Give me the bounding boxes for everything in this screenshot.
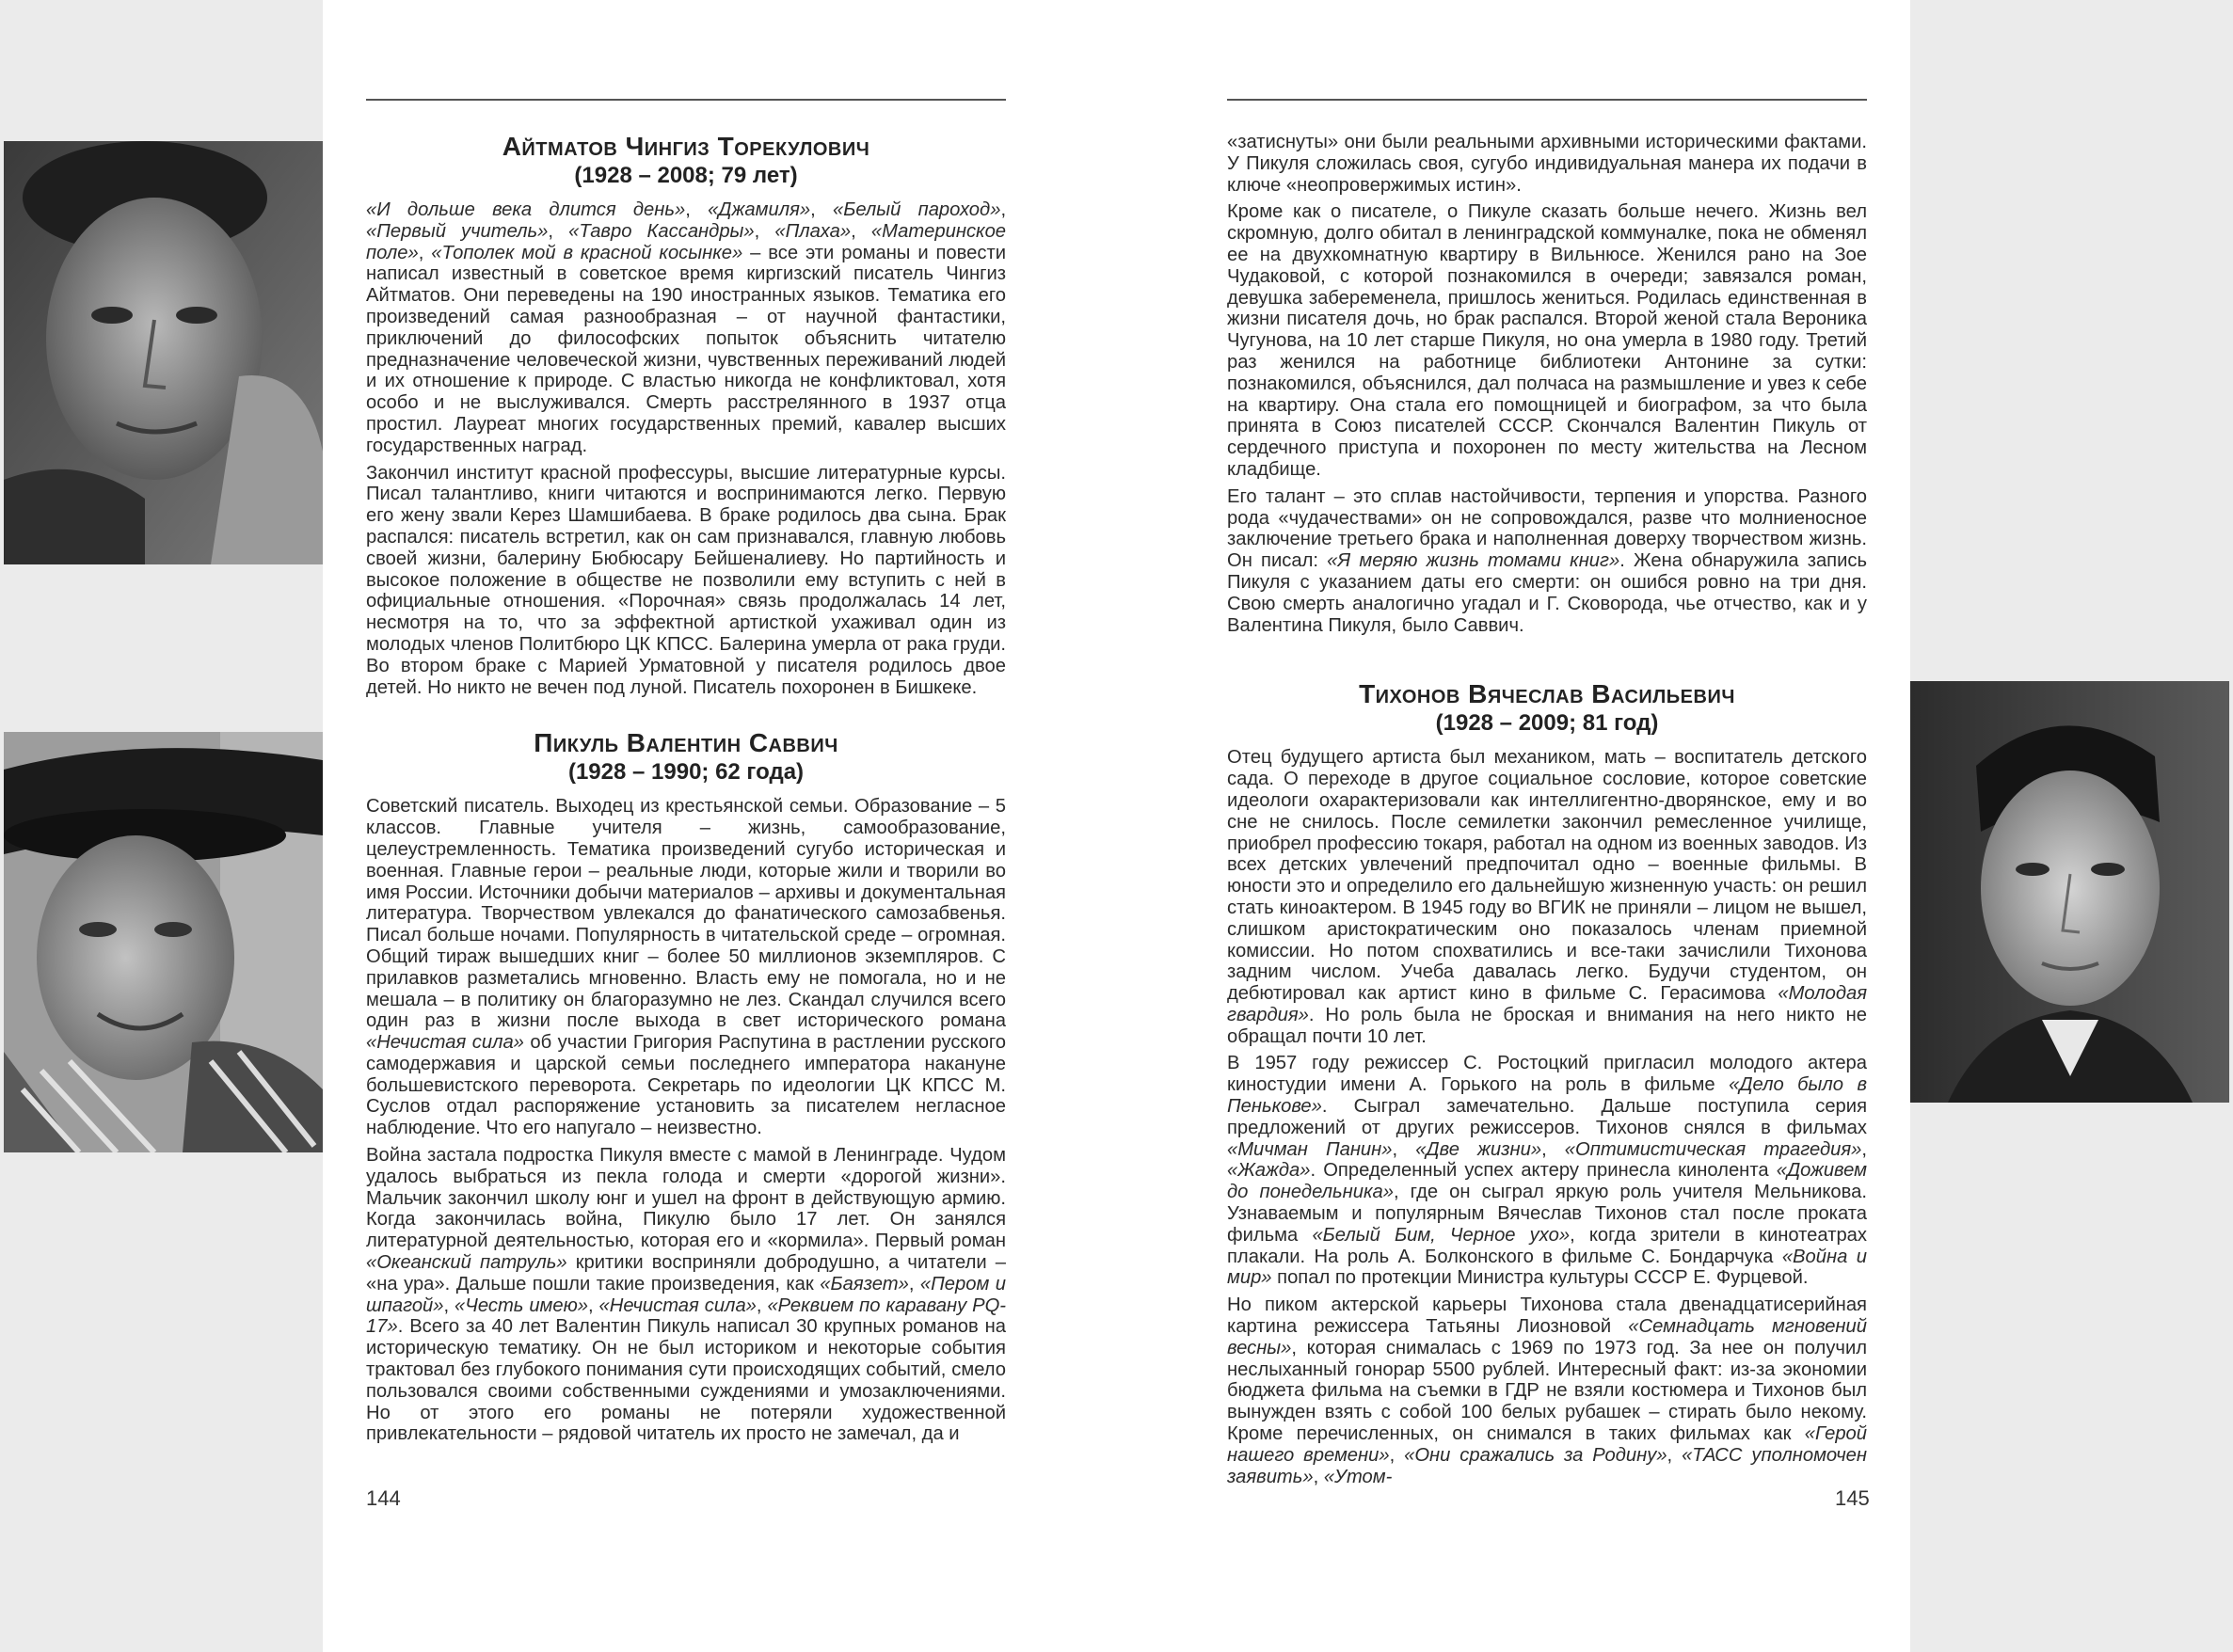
bio-tikhonov-paragraph-1: Отец будущего артиста был механиком, мать – воспитатель детского сада. О переходе в другое социальное сословие, которое советские идеологи охарактеризовали как интеллигентно-дворянское, ему и во сне не снилось. После семилетки закончил ремесленное училище, приобрел профессию токаря, работал на одном из военных заводов. Из всех детских увлечений предпочитал одно – военные фильмы. В юности это и определило его дальнейшую жизненную участь: он решил стать киноактером. В 1945 году во ВГИК не приняли – лицом не вышел, слишком аристократическим оно показалось членам приемной комиссии. Но потом спохватились и все-таки зачислили Тихонова задним числом. Учеба давалась легко. Будучи студентом, он дебютировал как артист кино в фильме С. Герасимова «Молодая гвардия». Но роль была не броская и внимания на него никто не обращал почти 10 лет. bbox=[1227, 747, 1867, 1047]
left-header-rule bbox=[366, 99, 1006, 101]
bio-aitmatov-paragraph-2: Закончил институт красной профессуры, высшие литературные курсы. Писал талантливо, книги читаются и воспринимаются легко. Первую его жену звали Керез Шамшибаева. В браке родилось два сына. Брак распался: писатель встретил, как он сам признавался, главную любовь своей жизни, балерину Бюбюсару Бейшеналиеву. Но партийность и высокое положение в обществе не позволили ему вступить с ней в официальные отношения. «Порочная» связь продолжалась 14 лет, несмотря на то, что за эффектной артисткой ухаживал один из молодых членов Политбюро ЦК КПСС. Балерина умерла от рака груди. Во втором браке с Марией Урматовной у писателя родилось двое детей. Но никто не вечен под луной. Писатель похоронен в Бишкеке. bbox=[366, 462, 1006, 698]
right-header-rule bbox=[1227, 99, 1867, 101]
tikhonov-photo bbox=[1910, 681, 2229, 1103]
pikul-continued-paragraph-2: Кроме как о писателе, о Пикуле сказать больше нечего. Жизнь вел скромную, долго обитал в ленинградской коммуналке, пока не обменял ее на двухкомнатную квартиру в Вильнюсе. Женился рано на Зое Чудаковой, с которой познакомился в очереди; завязался роман, девушка забеременела, пришлось жениться. Родилась единственная в жизни писателя дочь, но брак распался. Второй женой стала Вероника Чугунова, на 10 лет старше Пикуля, но она умерла в 1980 году. Третий раз женился на работнице библиотеки Антонине за сутки: познакомился, объяснился, дал полчаса на размышление и увез к себе на квартиру. Она стала его помощницей и биографом, за что была принята в Союз писателей СССР. Скончался Валентин Пикуль от сердечного приступа и похоронен по месту жительства на Лесном кладбище. bbox=[1227, 201, 1867, 480]
bio-tikhonov-years: (1928 – 2009; 81 год) bbox=[1435, 710, 1659, 737]
right-column bbox=[1227, 132, 1867, 1493]
bio-tikhonov-paragraph-3: Но пиком актерской карьеры Тихонова стала двенадцатисерийная картина режиссера Татьяны Лиозновой «Семнадцать мгновений весны», которая снималась с 1969 по 1973 год. За нее он получил неслыханный гонорар 5500 рублей. Интересный факт: из-за экономии бюджета фильма на съемки в ГДР не взяли костюмера и Тихонов был вынужден взять с собой 100 белых рубашек – стирать было некому. Кроме перечисленных, он снимался в таких фильмах как «Герой нашего времени», «Они сражались за Родину», «ТАСС уполномочен заявить», «Утом- bbox=[1227, 1295, 1868, 1487]
left-column bbox=[366, 132, 1006, 1451]
aitmatov-photo bbox=[4, 141, 323, 564]
bio-pikul-paragraph-2: Война застала подростка Пикуля вместе с мамой в Ленинграде. Чудом удалось выбраться из пекла голода и смерти «дорогой жизни». Мальчик закончил школу юнг и ушел на фронт в действующую армию. Когда закончилась война, Пикулю было 17 лет. Он занялся литературной деятельностью, которая его и «кормила». Первый роман «Океанский патруль» критики восприняли добродушно, а читатели – «на ура». Дальше пошли такие произведения, как «Баязет», «Пером и шпагой», «Честь имею», «Нечистая сила», «Реквием по каравану PQ-17». Всего за 40 лет Валентин Пикуль написал 30 крупных романов на историческую тематику. Он не был историком и некоторые события трактовал без глубокого понимания сути происходящих событий, смело пользовался своими собственными суждениями и умозаключениями. Но от этого его романы не потеряли художественной привлекательности – рядовой читатель их просто не замечал, да и bbox=[366, 1145, 1007, 1445]
page-number-left: 144 bbox=[366, 1486, 401, 1510]
pikul-continued-paragraph-3: Его талант – это сплав настойчивости, терпения и упорства. Разного рода «чудачествами» он не сопровождался, разве что молниеносное заключение третьего брака и наполненная доверху творчеством жизнь. Он писал: «Я меряю жизнь томами книг». Жена обнаружила запись Пикуля с указанием даты его смерти: он ошибся ровно на три дня. Свою смерть аналогично угадал и Г. Сковорода, чье отчество, как и у Валентина Пикуля, было Саввич. bbox=[1227, 485, 1867, 636]
bio-aitmatov-name: Айтматов Чингиз Торекулович bbox=[502, 132, 870, 161]
bio-tikhonov-name: Тихонов Вячеслав Васильевич bbox=[1359, 679, 1735, 709]
pikul-continued-paragraph-1: «затиснуты» они были реальными архивными историческими фактами. У Пикуля сложилась своя, сугубо индивидуальная манера их подачи в ключе «неопровержимых истин». bbox=[1227, 132, 1867, 196]
bio-pikul-name: Пикуль Валентин Саввич bbox=[534, 728, 838, 758]
pikul-photo bbox=[4, 732, 323, 1152]
bio-tikhonov-paragraph-2: В 1957 году режиссер С. Ростоцкий пригласил молодого актера киностудии имени А. Горького на роль в фильме «Дело было в Пенькове». Сыграл замечательно. Дальше поступила серия предложений от других режиссеров. Тихонов снялся в фильмах «Мичман Панин», «Две жизни», «Оптимистическая трагедия», «Жажда». Определенный успех актеру принесла кинолента «Доживем до понедельника», где он сыграл яркую роль учителя Мельникова. Узнаваемым и популярным Вячеслав Тихонов стал после проката фильма «Белый Бим, Черное ухо», когда зрители в кинотеатрах плакали. На роль А. Болконского в фильме С. Бондарчука «Война и мир» попал по протекции Министра культуры СССР Е. Фурцевой. bbox=[1227, 1053, 1868, 1289]
bio-pikul-paragraph-1: Советский писатель. Выходец из крестьянской семьи. Образование – 5 классов. Главные учителя – жизнь, самообразование, целеустремленность. Тематика произведений сугубо историческая и военная. Главные герои – реальные люди, которые жили и творили во имя России. Источники добычи материалов – архивы и документальная литература. Творчеством увлекался до фанатического самозабвенья. Писал больше ночами. Популярность в читательской среде – огромная. Общий тираж вышедших книг – более 50 миллионов экземпляров. С прилавков разметались мгновенно. Власть ему не помогала, но и не мешала – в политику он благоразумно не лез. Скандал случился всего один раз в жизни после выхода в свет исторического романа «Нечистая сила» об участии Григория Распутина в растлении русского самодержавия и царской семьи последнего императора накануне большевистского переворота. Секретарь по идеологии ЦК КПСС М. Суслов отдал распоряжение установить за писателем негласное наблюдение. Что его напугало – неизвестно. bbox=[366, 796, 1006, 1139]
bio-pikul-years: (1928 – 1990; 62 года) bbox=[567, 759, 805, 786]
bio-aitmatov-years: (1928 – 2008; 79 лет) bbox=[574, 163, 798, 188]
bio-aitmatov-paragraph-1: «И дольше века длится день», «Джамиля», «Белый пароход», «Первый учитель», «Тавро Кассандры», «Плаха», «Материнское поле», «Тополек мой в красной косынке» – все эти романы и повести написал известный в советское время киргизский писатель Чингиз Айтматов. Они переведены на 190 иностранных языков. Тематика его произведений самая разнообразная – от научной фантастики, приключений до философских попыток объяснить читателю предназначение человеческой жизни, чувственных переживаний людей и их отношение к природе. С властью никогда не конфликтовал, хотя особо и не выслуживался. Смерть расстрелянного в 1937 отца простил. Лауреат многих государственных премий, кавалер высших государственных наград. bbox=[366, 199, 1007, 456]
page-number-right: 145 bbox=[1835, 1486, 1870, 1510]
